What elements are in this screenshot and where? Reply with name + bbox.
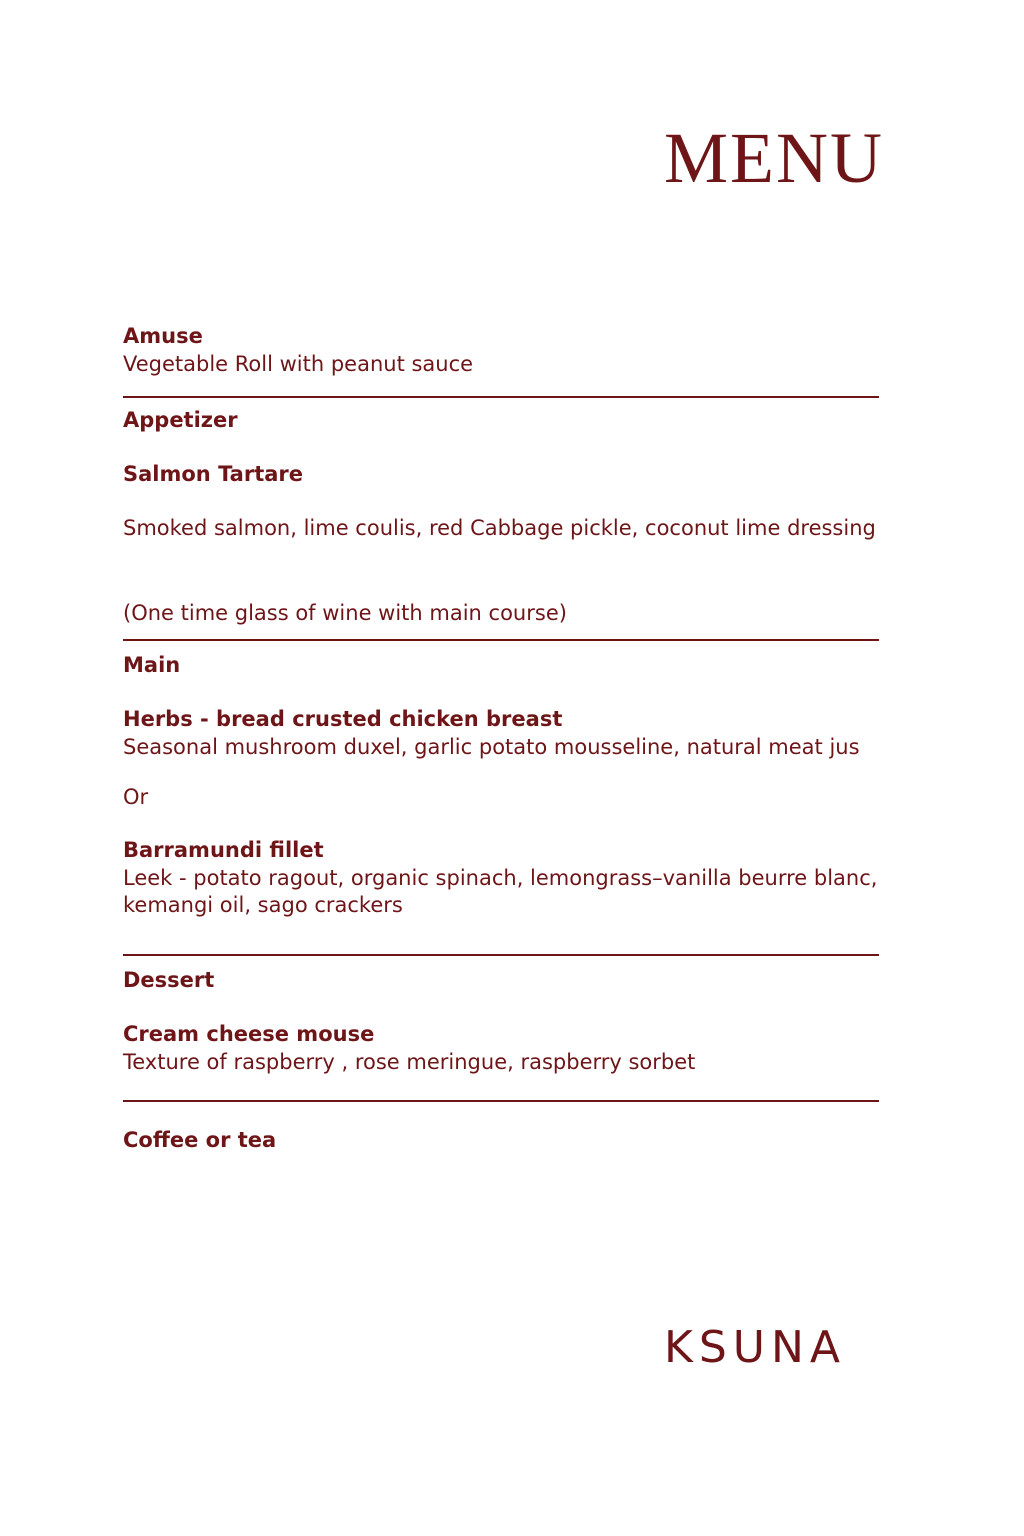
- section-label-dessert: Dessert: [123, 968, 215, 992]
- brand-logo: KSUNA: [664, 1322, 847, 1373]
- section-main: [123, 651, 879, 919]
- section-appetizer: [123, 406, 879, 627]
- section-dessert: [123, 966, 879, 1076]
- section-label-main: Main: [123, 653, 181, 677]
- divider: [123, 639, 879, 641]
- page-title: MENU: [664, 118, 884, 198]
- divider: [123, 1100, 879, 1102]
- divider: [123, 954, 879, 956]
- main-description-1: Seasonal mushroom duxel, garlic potato mousseline, natural meat jus: [123, 735, 860, 759]
- section-amuse: [123, 322, 879, 378]
- main-description-2-line-1: Leek - potato ragout, organic spinach, lemongrass–vanilla beurre blanc,: [123, 866, 878, 890]
- dessert-description: Texture of raspberry , rose meringue, raspberry sorbet: [123, 1050, 696, 1074]
- main-dish-name-1: Herbs - bread crusted chicken breast: [123, 707, 563, 731]
- section-label-amuse: Amuse: [123, 324, 203, 348]
- section-coffee-tea: [123, 1126, 879, 1154]
- appetizer-dish-name: Salmon Tartare: [123, 462, 304, 486]
- section-label-appetizer: Appetizer: [123, 408, 238, 432]
- menu-content: [123, 322, 879, 1154]
- main-or-separator: Or: [123, 785, 149, 809]
- appetizer-description: Smoked salmon, lime coulis, red Cabbage pickle, coconut lime dressing: [123, 516, 876, 540]
- amuse-description: Vegetable Roll with peanut sauce: [123, 352, 474, 376]
- main-dish-name-2: Barramundi fillet: [123, 838, 324, 862]
- divider: [123, 396, 879, 398]
- main-description-2-line-2: kemangi oil, sago crackers: [123, 893, 403, 917]
- section-label-coffee-tea: Coffee or tea: [123, 1128, 277, 1152]
- dessert-dish-name: Cream cheese mouse: [123, 1022, 375, 1046]
- wine-note: (One time glass of wine with main course): [123, 601, 567, 625]
